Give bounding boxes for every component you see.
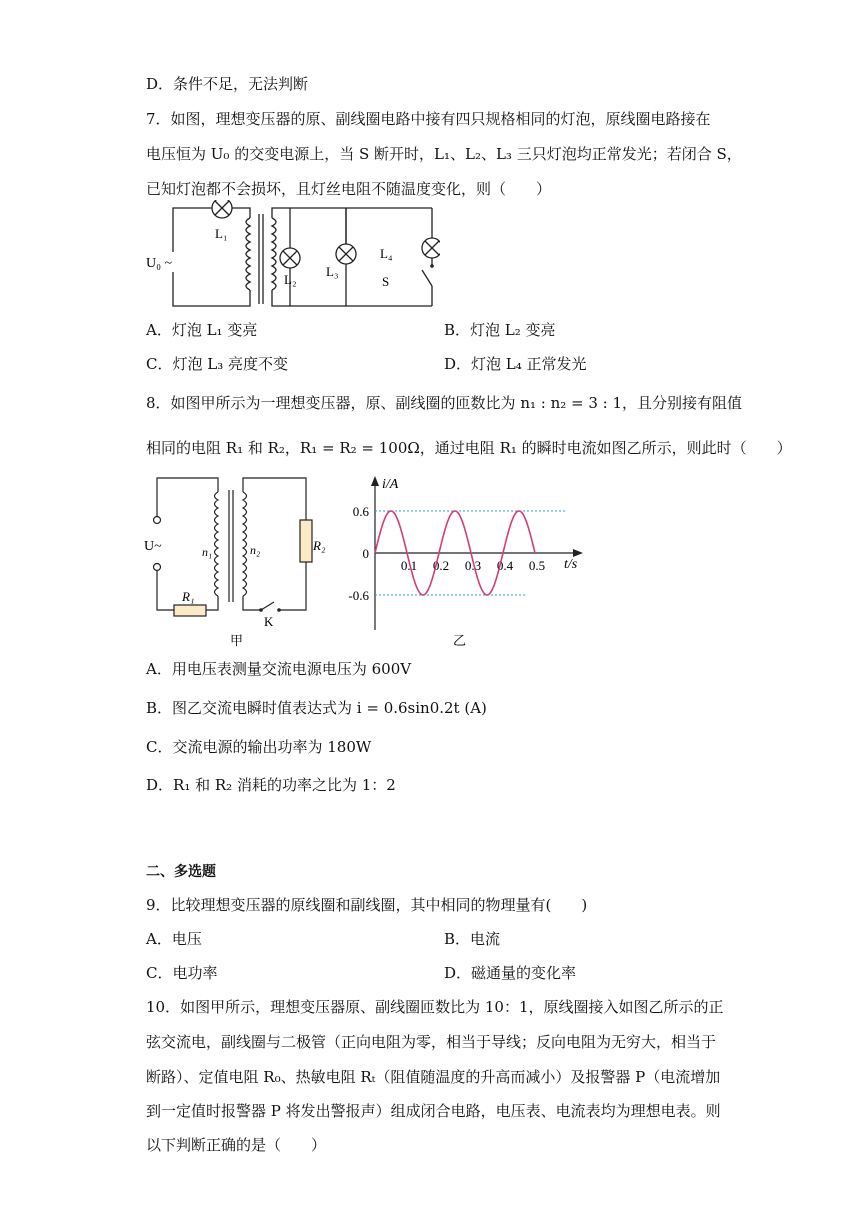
q7-option-d: D．灯泡 L₄ 正常发光 [444,355,587,373]
q10-stem-line1: 10．如图甲所示，理想变压器原、副线圈匝数比为 10：1，原线圈接入如图乙所示的正 [146,998,724,1016]
q10-stem-line3: 断路）、定值电阻 R₀、热敏电阻 Rₜ（阻值随温度的升高而减小）及报警器 P（电流增加 [146,1068,721,1086]
q8-label-k: K [264,614,274,629]
lamp-l2-icon [280,248,300,268]
q7-stem-line2: 电压恒为 U₀ 的交变电源上，当 S 断开时，L₁、L₂、L₃ 三只灯泡均正常发光；若闭合 S， [146,145,742,163]
q7-stem-line1: 7．如图，理想变压器的原、副线圈电路中接有四只规格相同的灯泡，原线圈电路接在 [146,110,711,128]
q10-stem-line2: 弦交流电，副线圈与二极管（正向电阻为零，相当于导线；反向电阻为无穷大，相当于 [146,1033,717,1051]
q8-label-n2: n₂ [250,543,261,557]
chart-x-tick-label: 0.1 [400,558,418,573]
q8-label-u: U~ [144,539,162,554]
q8-caption-a: 甲 [230,633,244,648]
chart-x-tick-label: 0.2 [432,558,450,573]
q7-label-l1: L₁ [215,226,228,241]
q9-stem: 9．比较理想变压器的原线圈和副线圈，其中相同的物理量有( ) [146,896,588,914]
chart-x-arrow-icon [573,549,583,557]
q7-label-u0: U₀ ~ [146,256,173,271]
q7-option-a: A．灯泡 L₁ 变亮 [146,321,258,339]
section-title-multiple-choice: 二、多选题 [146,864,216,880]
q8-stem-line1: 8．如图甲所示为一理想变压器，原、副线圈的匝数比为 n₁ : n₂ = 3 : 1，且分别接有阻值 [146,394,743,412]
q7-option-b: B．灯泡 L₂ 变亮 [444,321,556,339]
lamp-l1-icon [212,200,232,218]
q7-option-c: C．灯泡 L₃ 亮度不变 [146,355,288,373]
q9-option-c: C．电功率 [146,964,218,982]
q8-label-n1: n₁ [202,545,213,559]
q8-option-d: D．R₁ 和 R₂ 消耗的功率之比为 1：2 [146,776,396,794]
chart-y-tick-label: 0 [362,546,369,561]
q6-option-d: D．条件不足，无法判断 [146,75,309,93]
chart-x-tick-label: 0.4 [496,558,514,573]
q8-caption-b: 乙 [453,633,467,648]
q10-stem-line4: 到一定值时报警器 P 将发出警报声）组成闭合电路，电压表、电流表均为理想电表。则 [146,1102,721,1120]
q7-label-l2: L₂ [284,272,297,287]
chart-ylabel: i/A [382,477,399,492]
q8-label-r1: R₁ [182,589,195,604]
chart-y-tick-label: 0.6 [352,504,369,519]
lamp-l4-icon [422,238,440,258]
chart-xlabel: t/s [564,557,578,572]
q7-circuit-figure [140,200,440,315]
q8-current-chart [335,470,595,650]
resistor-r2-icon [300,520,312,562]
q8-option-b: B．图乙交流电瞬时值表达式为 i = 0.6sin0.2t (A) [146,699,487,717]
q9-option-a: A．电压 [146,930,202,948]
lamp-l3-icon [336,244,356,264]
q9-option-d: D．磁通量的变化率 [444,964,577,982]
chart-x-tick-label: 0.3 [464,558,482,573]
chart-y-tick-label: -0.6 [348,588,369,603]
chart-x-tick-label: 0.5 [528,558,546,573]
q10-stem-line5: 以下判断正确的是（ ） [146,1136,327,1154]
resistor-r1-icon [174,605,206,616]
q8-option-a: A．用电压表测量交流电源电压为 600V [146,660,412,678]
q8-option-c: C．交流电源的输出功率为 180W [146,738,372,756]
q7-label-s: S [382,274,390,289]
q7-label-l4: L₄ [380,246,393,261]
q7-stem-line3: 已知灯泡都不会损坏，且灯丝电阻不随温度变化，则（ ） [146,180,552,198]
chart-y-arrow-icon [371,476,379,486]
q8-stem-line2: 相同的电阻 R₁ 和 R₂，R₁ = R₂ = 100Ω，通过电阻 R₁ 的瞬时电流如图乙所示，则此时（ ） [146,439,792,457]
q7-label-l3: L₃ [326,264,339,279]
q8-circuit-figure-a [140,470,330,650]
q9-option-b: B．电流 [444,930,501,948]
q8-label-r2: R₂ [313,538,326,553]
